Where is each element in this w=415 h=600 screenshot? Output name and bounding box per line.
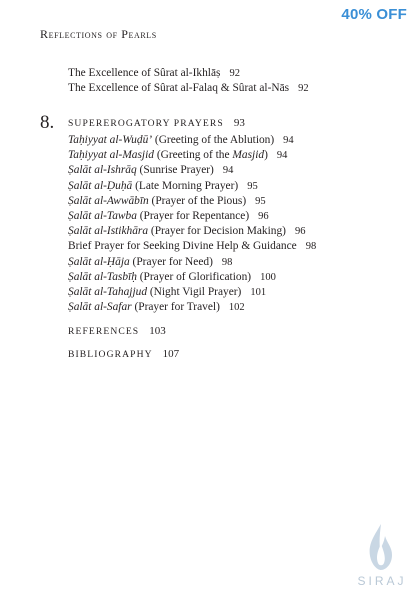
- chapter-number: 8.: [40, 112, 55, 133]
- toc-entry-page: 95: [255, 195, 266, 207]
- toc-entry-page: 96: [258, 211, 269, 222]
- toc-entry-page: 96: [294, 226, 306, 238]
- toc-entry-title: The Excellence of Sûrat al-Ikhlāṣ: [68, 67, 221, 79]
- toc-entry-page: 94: [222, 165, 234, 177]
- toc-entry-title: The Excellence of Sûrat al-Falaq & Sûrat al-Nās: [68, 82, 290, 94]
- toc-entry-title: (Prayer for Repentance): [136, 210, 250, 222]
- toc-entry-page: 94: [276, 150, 288, 162]
- toc-entry-title: Ṣalāt al-Ishrāq: [68, 164, 137, 177]
- discount-badge: 40% OFF: [341, 6, 407, 23]
- toc-entry-title: Ṣalāt al-Istikhāra: [68, 225, 149, 238]
- toc-entry-title: (Greeting of the Ablution): [152, 134, 275, 146]
- toc-entry-title: Ṣalāt al-Tawba: [68, 210, 137, 222]
- toc-section-bibliography: [68, 349, 179, 360]
- toc-entry: [68, 302, 245, 314]
- toc-entry: [68, 211, 269, 223]
- toc-entry-page: 100: [260, 271, 276, 283]
- section-page: 107: [162, 348, 180, 360]
- chapter-title-text: SUPEREROGATORY PRAYERS: [68, 118, 224, 129]
- toc-entry-title: Taḥiyyat al-Wuḍū’: [68, 134, 153, 146]
- toc-entry: [68, 241, 316, 253]
- toc-entry: [68, 272, 276, 284]
- toc-entry-title: (Prayer for Need): [129, 255, 213, 268]
- toc-entry-page: 94: [283, 135, 294, 146]
- toc-entry-title: (Prayer for Decision Making): [148, 225, 286, 238]
- toc-entry-title: (Night Vigil Prayer): [147, 286, 242, 298]
- toc-entry-title: Brief Prayer for Seeking Divine Help & Guidance: [68, 240, 297, 253]
- toc-entry-page: 92: [298, 83, 309, 94]
- toc-section-references: [68, 326, 166, 337]
- toc-entry-title: Ṣalāt al-Ḥāja: [68, 255, 130, 268]
- toc-entry: [68, 135, 294, 147]
- toc-entry: [68, 226, 305, 238]
- chapter-title: [68, 118, 245, 129]
- section-title: REFERENCES: [68, 326, 140, 337]
- toc-entry-title: Ṣalāt al-Ḍuḥā: [68, 179, 133, 192]
- toc-entry: [68, 181, 258, 193]
- toc-entry-title: Ṣalāt al-Tahajjud: [68, 286, 148, 298]
- toc-entry: [68, 150, 287, 162]
- toc-entry-page: 101: [250, 287, 267, 298]
- toc-entry-page: 95: [247, 180, 258, 192]
- running-head: Reflections of Pearls: [40, 27, 157, 41]
- toc-entry-title: Taḥiyyat al-Masjid: [68, 149, 154, 162]
- toc-entry: [68, 196, 266, 208]
- toc-entry-page: 98: [305, 241, 317, 253]
- section-title: BIBLIOGRAPHY: [68, 349, 153, 360]
- toc-entry-title: Ṣalāt al-Safar: [68, 301, 132, 314]
- toc-entry-title: (Late Morning Prayer): [132, 179, 239, 192]
- toc-entry: [68, 257, 232, 269]
- toc-entry-page: 92: [229, 68, 240, 79]
- toc-entry: [68, 287, 266, 299]
- chapter-page: 93: [233, 117, 245, 129]
- toc-entry-title: (Prayer for Travel): [131, 301, 220, 314]
- toc-entry-title: (Prayer of the Pious): [148, 194, 247, 207]
- toc-entry-title: Ṣalāt al-Tasbīḥ: [68, 270, 137, 283]
- logo-wordmark: SIRAJ: [357, 574, 407, 588]
- toc-entry: [68, 165, 233, 177]
- toc-entry-title: Masjid: [232, 149, 265, 162]
- toc-entry-page: 98: [221, 256, 233, 268]
- toc-entry-page: 102: [228, 302, 245, 314]
- toc-entry-title: Ṣalāt al-Awwābīn: [68, 194, 149, 207]
- toc-entry-title: ): [264, 149, 268, 162]
- toc-entry-title: (Greeting of the: [153, 149, 233, 162]
- toc-entry: [68, 68, 240, 80]
- toc-entry: [68, 83, 309, 95]
- toc-entry-title: (Prayer of Glorification): [136, 270, 252, 283]
- section-page: 103: [149, 325, 166, 337]
- toc-entry-title: (Sunrise Prayer): [136, 164, 214, 177]
